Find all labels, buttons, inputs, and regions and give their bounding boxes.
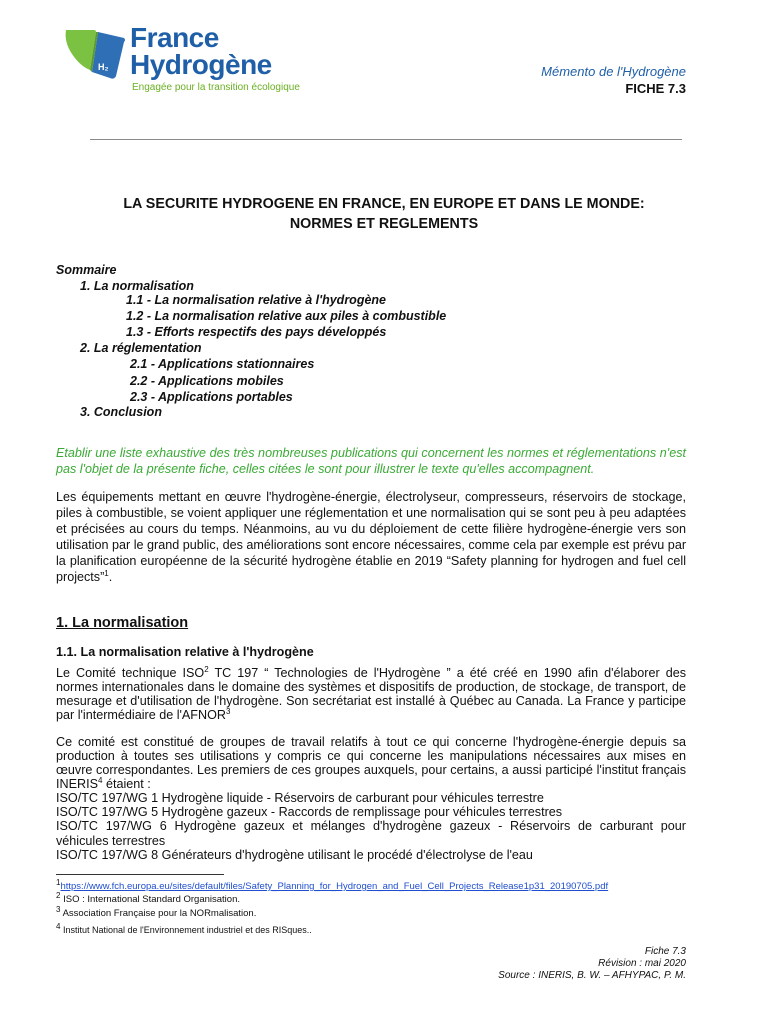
toc-item: 1.3 - Efforts respectifs des pays développés [126, 325, 387, 339]
logo-tagline: Engagée pour la transition écologique [132, 82, 300, 93]
fiche-number: FICHE 7.3 [625, 81, 686, 96]
footer-source: Source : INERIS, B. W. – AFHYPAC, P. M. [498, 970, 686, 981]
footnote-ref-4[interactable]: 4 [98, 775, 103, 785]
document-title [60, 194, 708, 234]
header-divider [90, 139, 682, 140]
iso-text-a: Le Comité technique ISO [56, 666, 205, 680]
toc-item: 2.2 - Applications mobiles [130, 374, 284, 388]
committee-text-a: Ce comité est constitué de groupes de travail relatifs à tout ce qui concerne l'hydrogène-énergie depuis sa production à toutes ses utilisations y compris ce qui concerne les manipulations nécessaires aux mises en œuvre correspondantes. Les premiers de ces groupes auxquels, pour certains, a aussi participé l'institut français INERIS [56, 735, 686, 791]
footer-revision: Révision : mai 2020 [598, 958, 686, 969]
toc-heading: Sommaire [56, 263, 117, 277]
subsection-heading-hydrogene: 1.1. La normalisation relative à l'hydrogène [56, 645, 314, 659]
toc-item: 2.3 - Applications portables [130, 390, 293, 404]
scope-note: Etablir une liste exhaustive des très nombreuses publications qui concernent les normes et réglementations n'est pas l'objet de la présente fiche, celles citées le sont pour illustrer le texte qu'elles accompagnent. [56, 446, 686, 476]
footnote-ref-3[interactable]: 3 [226, 706, 231, 716]
toc-item: 2. La réglementation [80, 341, 202, 355]
wg-item: ISO/TC 197/WG 1 Hydrogène liquide - Réservoirs de carburant pour véhicules terrestre [56, 791, 544, 805]
iso-paragraph [56, 666, 686, 722]
memento-title: Mémento de l'Hydrogène [541, 64, 686, 79]
france-hydrogene-logo [60, 24, 320, 100]
footnote-num: 3 [56, 904, 61, 914]
toc-item: 1. La normalisation [80, 279, 194, 293]
title-line-2: NORMES ET REGLEMENTS [289, 216, 479, 232]
wg-item: ISO/TC 197/WG 8 Générateurs d'hydrogène utilisant le procédé d'électrolyse de l'eau [56, 848, 533, 862]
footnote-text: ISO : International Standard Organisation. [60, 894, 241, 905]
committee-text-b: étaient : [102, 777, 151, 791]
wg-item: ISO/TC 197/WG 6 Hydrogène gazeux et mélanges d'hydrogène gazeux - Réservoirs de carburant pour véhicules terrestres [56, 819, 686, 848]
toc-item: 1.2 - La normalisation relative aux piles à combustible [126, 309, 447, 323]
footer-fiche: Fiche 7.3 [644, 946, 686, 957]
footnote-4 [56, 924, 312, 936]
section-heading-normalisation: 1. La normalisation [56, 615, 189, 631]
footnote-link[interactable]: https://www.fch.europa.eu/sites/default/files/Safety_Planning_for_Hydrogen_and_Fuel_Cell_Projects_Release1p31_20190705.pdf [60, 881, 609, 892]
footnote-ref-1[interactable]: 1 [104, 568, 109, 578]
h2-mark: H₂ [98, 62, 109, 72]
footnote-ref-2[interactable]: 2 [204, 664, 209, 674]
logo-line-hydrogene: Hydrogène [130, 49, 272, 80]
footnote-1 [56, 877, 609, 893]
footnote-divider [56, 874, 224, 875]
toc-item: 2.1 - Applications stationnaires [130, 357, 315, 371]
toc-item: 3. Conclusion [80, 405, 162, 419]
footnote-num: 4 [56, 922, 61, 931]
wg-item: ISO/TC 197/WG 5 Hydrogène gazeux - Raccords de remplissage pour véhicules terrestres [56, 805, 563, 819]
iso-text-b: TC 197 “ Technologies de l'Hydrogène ” a été créé en 1990 afin d'élaborer des normes internationales dans le domaine des systèmes et dispositifs de production, de stockage, de transport, de mesurage et d'utilisation de l'hydrogène. Son secrétariat est installé à Québec au Canada. La France y participe par l'intermédiaire de l'AFNOR [56, 666, 686, 722]
footnote-num: 2 [56, 890, 61, 900]
footnote-2 [56, 890, 241, 906]
intro-end: . [108, 570, 113, 584]
footnote-num: 1 [56, 877, 61, 887]
intro-text: Les équipements mettant en œuvre l'hydrogène-énergie, électrolyseur, compresseurs, réservoirs de stockage, piles à combustible, se voient appliquer une réglementation et une normalisation qui se sont peu à peu adaptées et précisées au cours du temps. Néanmoins, au vu du déploiement de cette filière hydrogène-énergie vers son utilisation par le grand public, des améliorations sont encore nécessaires, comme cela par exemple est prévu par la planification européenne de la sécurité hydrogène établie en 2019 “Safety planning for hydrogen and fuel cell projects” [56, 490, 687, 584]
logo-leaf-icon [60, 24, 130, 84]
title-line-1: LA SECURITE HYDROGENE EN FRANCE, EN EUROPE ET DANS LE MONDE: [123, 196, 645, 212]
committee-paragraph [56, 735, 686, 791]
logo-line-france: France [130, 22, 219, 53]
footnote-text: Association Française pour la NORmalisation. [60, 908, 257, 919]
intro-paragraph [56, 489, 686, 585]
toc-item: 1.1 - La normalisation relative à l'hydrogène [126, 293, 386, 307]
footnote-3 [56, 904, 257, 920]
footnote-text: Institut National de l'Environnement industriel et des RISques.. [60, 925, 312, 935]
